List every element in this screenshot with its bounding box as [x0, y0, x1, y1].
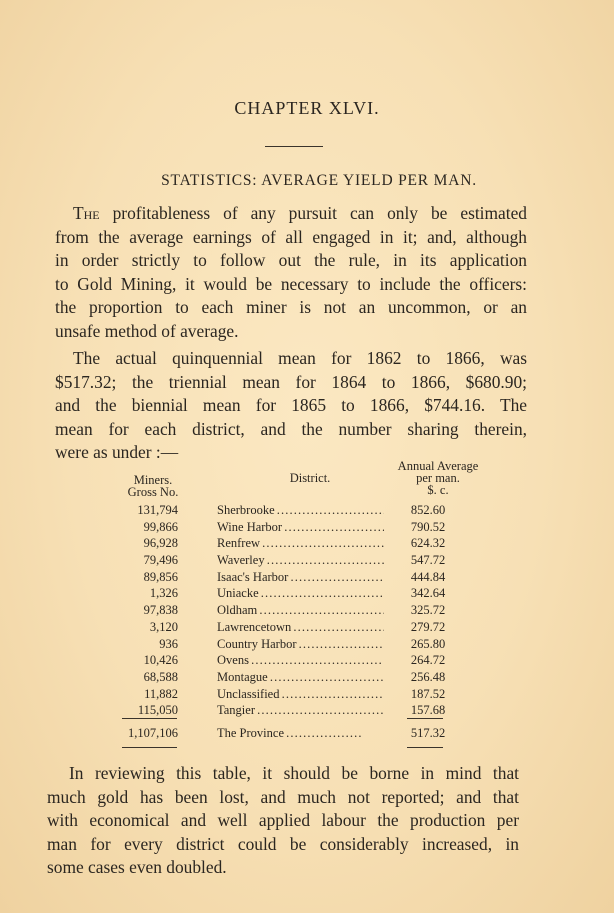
text-line: were as under :—: [55, 442, 179, 462]
text-line: The actual quinquennial mean for 1862 to 1866, was: [73, 348, 527, 368]
table-row: 89,856 Isaac's Harbor . . . 444.84: [100, 569, 500, 586]
text-line: mean for each district, and the number sharing therein,: [55, 418, 527, 439]
table-row: 97,838 Oldham . . . 325.72: [100, 602, 500, 619]
text-line: from the average earnings of all engaged in it; and, although: [55, 226, 527, 247]
table-row: 115,050 Tangier . . . 157.68: [100, 702, 500, 719]
table-body: [100, 502, 500, 719]
table-row: 96,928 Renfrew . . . 624.32: [100, 535, 500, 552]
table-row: 11,882 Unclassified . . . 187.52: [100, 686, 500, 703]
text-line: to Gold Mining, it would be necessary to include the officers:: [55, 273, 527, 294]
text-line: much gold has been lost, and much not reported; and that: [47, 786, 519, 807]
table-row: 68,588 Montague . . . 256.48: [100, 669, 500, 686]
total-rule-top-average: [407, 718, 443, 719]
text-line: $517.32; the triennial mean for 1864 to 1866, $680.90;: [55, 371, 527, 392]
lead-word: The: [73, 203, 100, 223]
table-row: 79,496 Waverley . . . 547.72: [100, 552, 500, 569]
text-line: The profitableness of any pursuit can only be estimated: [73, 203, 527, 223]
table-row: 131,794 Sherbrooke . . . 852.60: [100, 502, 500, 519]
text-line: with economical and well applied labour the production per: [47, 810, 519, 830]
total-rule-top-miners: [122, 718, 177, 719]
text-line: and the biennial mean for 1865 to 1866, $744.16. The: [55, 395, 527, 415]
header-annual-average: Annual Average per man. $. c.: [397, 459, 479, 497]
text-line: in order strictly to follow out the rule, in its application: [55, 250, 527, 270]
text-line: the proportion to each miner is not an uncommon, or an: [55, 297, 527, 317]
paragraph-profitableness: [55, 202, 527, 343]
table-row: 99,866 Wine Harbor . . . 790.52: [100, 519, 500, 536]
table-row: 3,120 Lawrencetown . . . 279.72: [100, 619, 500, 636]
paragraph-means: [55, 347, 527, 465]
header-district: District.: [289, 471, 331, 485]
table-row: 1,326 Uniacke . . . 342.64: [100, 585, 500, 602]
paragraph-review: [47, 762, 519, 880]
text-line: man for every district could be considerably increased, in: [47, 833, 519, 854]
table-total-row: 1,107,106 The Province . . . 517.32: [100, 725, 500, 742]
section-title: STATISTICS: AVERAGE YIELD PER MAN.: [161, 172, 477, 189]
heading-divider: [265, 146, 323, 147]
table-row: 10,426 Ovens . . . 264.72: [100, 652, 500, 669]
header-miners: Miners. Gross No.: [127, 473, 179, 499]
total-rule-bottom-average: [407, 747, 443, 748]
table-row: 936 Country Harbor . . . 265.80: [100, 636, 500, 653]
text-line: some cases even doubled.: [47, 857, 227, 877]
text-line: In reviewing this table, it should be borne in mind that: [69, 763, 519, 783]
chapter-heading: CHAPTER XLVI.: [234, 98, 380, 118]
text-line: unsafe method of average.: [55, 320, 239, 341]
total-rule-bottom-miners: [122, 747, 177, 748]
